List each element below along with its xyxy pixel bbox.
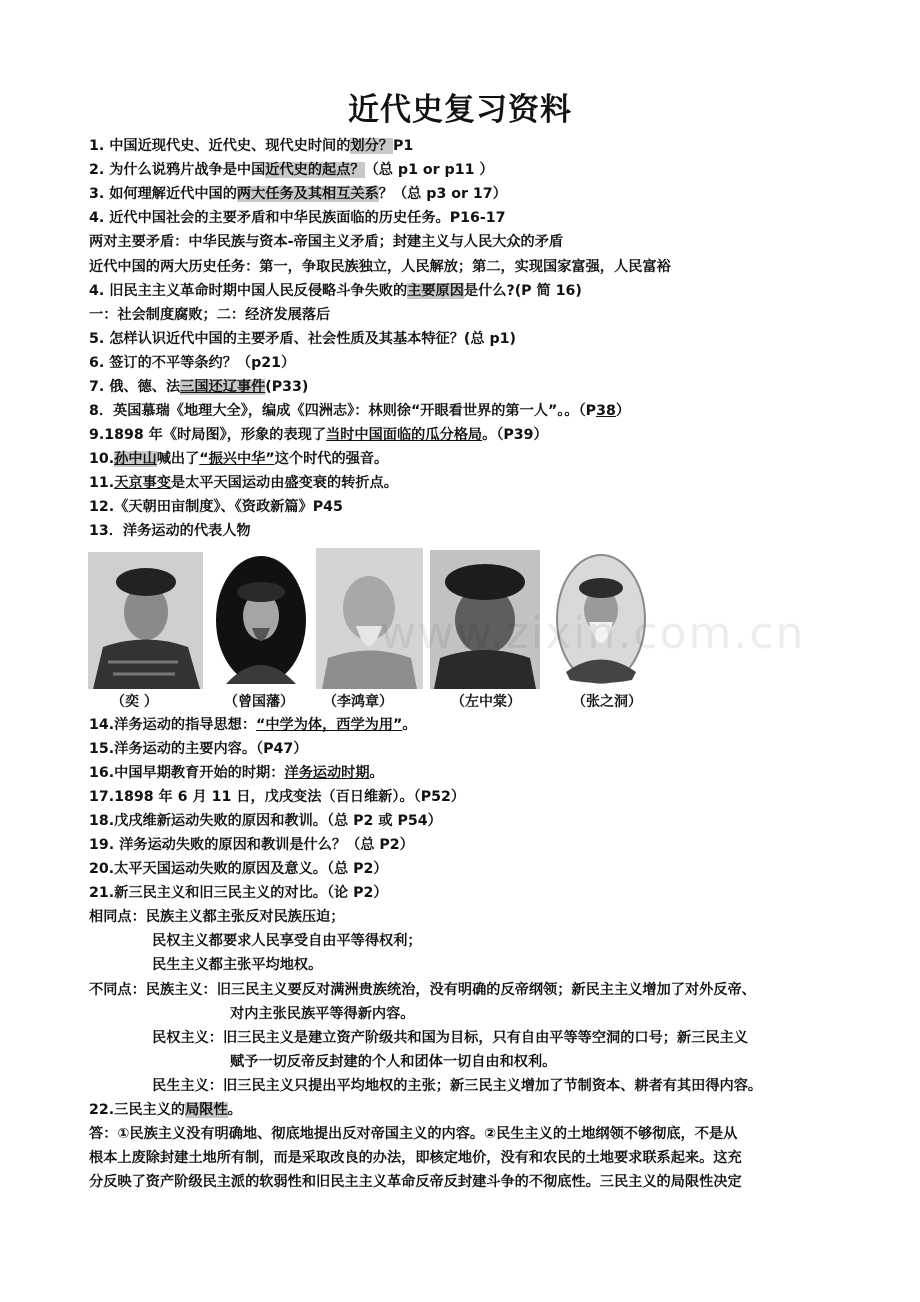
- portrait-zeng-guofan: [214, 554, 309, 687]
- question-14: 14.洋务运动的指导思想：“中学为体，西学为用”。: [89, 717, 417, 733]
- watermark: www.zixin.com.cn: [380, 608, 806, 659]
- difference-2: 民权主义：旧三民主义是建立资产阶级共和国为目标，只有自由平等等空洞的口号；新三民主义: [152, 1030, 748, 1046]
- question-3: 3. 如何理解近代中国的两大任务及其相互关系？（总 p3 or 17）: [89, 186, 507, 202]
- question-21: 21.新三民主义和旧三民主义的对比。（论 P2）: [89, 885, 388, 901]
- question-15: 15.洋务运动的主要内容。（P47）: [89, 741, 308, 757]
- page-title: 近代史复习资料: [348, 92, 572, 128]
- answer-4b: 一：社会制度腐败；二：经济发展落后: [89, 307, 331, 323]
- question-12: 12.《天朝田亩制度》、《资政新篇》P45: [89, 499, 343, 515]
- question-9: 9.1898 年《时局图》，形象的表现了当时中国面临的瓜分格局。（P39）: [89, 427, 548, 443]
- highlight: 划分？: [350, 138, 393, 154]
- highlight: 局限性: [185, 1102, 228, 1118]
- question-11: 11.天京事变是太平天国运动由盛变衰的转折点。: [89, 475, 398, 491]
- caption-zuo-zongtang: （左中棠）: [451, 694, 521, 710]
- question-13: 13．洋务运动的代表人物: [89, 523, 251, 539]
- answer-22-line-2: 根本上废除封建土地所有制，而是采取改良的办法，即核定地价，没有和农民的土地要求联系起来。这充: [89, 1150, 742, 1166]
- question-20: 20.太平天国运动失败的原因及意义。（总 P2）: [89, 861, 388, 877]
- question-7: 7. 俄、德、法三国还辽事件(P33): [89, 379, 309, 395]
- difference-1: 不同点：民族主义：旧三民主义要反对满洲贵族统治，没有明确的反帝纲领；新民主主义增加了对外反帝、: [89, 982, 756, 998]
- question-19: 19. 洋务运动失败的原因和教训是什么？（总 P2）: [89, 837, 414, 853]
- question-4: 4. 近代中国社会的主要矛盾和中华民族面临的历史任务。P16-17: [89, 210, 506, 226]
- caption-zhang-zhidong: （张之洞）: [572, 694, 642, 710]
- question-6: 6. 签订的不平等条约？（p21）: [89, 355, 296, 371]
- answer-22-line-1: 答：①民族主义没有明确地、彻底地提出反对帝国主义的内容。②民生主义的土地纲领不够彻底，不是从: [89, 1126, 738, 1142]
- highlight: 近代史的起点？: [265, 162, 365, 178]
- question-10: 10.孙中山喊出了“振兴中华”这个时代的强音。: [89, 451, 389, 467]
- question-2: 2. 为什么说鸦片战争是中国近代史的起点？（总 p1 or p11 ）: [89, 162, 494, 178]
- question-18: 18.戊戌维新运动失败的原因和教训。（总 P2 或 P54）: [89, 813, 442, 829]
- question-4b: 4. 旧民主主义革命时期中国人民反侵略斗争失败的主要原因是什么?(P 简 16): [89, 283, 582, 299]
- highlight: 孙中山: [114, 451, 157, 467]
- caption-yixin: （奕 ）: [111, 694, 158, 710]
- difference-3: 民生主义：旧三民主义只提出平均地权的主张；新三民主义增加了节制资本、耕者有其田得内容。: [152, 1078, 763, 1094]
- similarity-1: 相同点：民族主义都主张反对民族压迫；: [89, 909, 345, 925]
- question-5: 5. 怎样认识近代中国的主要矛盾、社会性质及其基本特征？(总 p1): [89, 331, 517, 347]
- highlight: 主要原因: [407, 283, 464, 299]
- question-16: 16.中国早期教育开始的时期：洋务运动时期。: [89, 765, 384, 781]
- portrait-yixin: [88, 552, 203, 689]
- similarity-3: 民生主义都主张平均地权。: [152, 957, 323, 973]
- similarity-2: 民权主义都要求人民享受自由平等得权利；: [152, 933, 422, 949]
- answer-4-contradictions: 两对主要矛盾：中华民族与资本-帝国主义矛盾；封建主义与人民大众的矛盾: [89, 234, 564, 250]
- caption-zeng-guofan: （曾国藩）: [224, 694, 294, 710]
- answer-4-tasks: 近代中国的两大历史任务：第一，争取民族独立，人民解放；第二，实现国家富强，人民富裕: [89, 259, 671, 275]
- caption-li-hongzhang: （李鸿章）: [323, 694, 393, 710]
- question-8: 8．英国慕瑞《地理大全》，编成《四洲志》：林则徐“开眼看世界的第一人”。。（P38）: [89, 403, 631, 419]
- difference-1-cont: 对内主张民族平等得新内容。: [230, 1006, 415, 1022]
- question-22: 22.三民主义的局限性。: [89, 1102, 242, 1118]
- question-1: 1. 中国近现代史、近代史、现代史时间的划分？P1: [89, 138, 414, 154]
- answer-22-line-3: 分反映了资产阶级民主派的软弱性和旧民主主义革命反帝反封建斗争的不彻底性。三民主义的局限性决定: [89, 1174, 742, 1190]
- highlight: 两大任务及其相互关系: [236, 186, 379, 202]
- difference-2-cont: 赋予一切反帝反封建的个人和团体一切自由和权利。: [230, 1054, 557, 1070]
- highlight: 三国还辽事件: [180, 379, 266, 395]
- question-17: 17.1898 年 6 月 11 日，戊戌变法（百日维新）。（P52）: [89, 789, 466, 805]
